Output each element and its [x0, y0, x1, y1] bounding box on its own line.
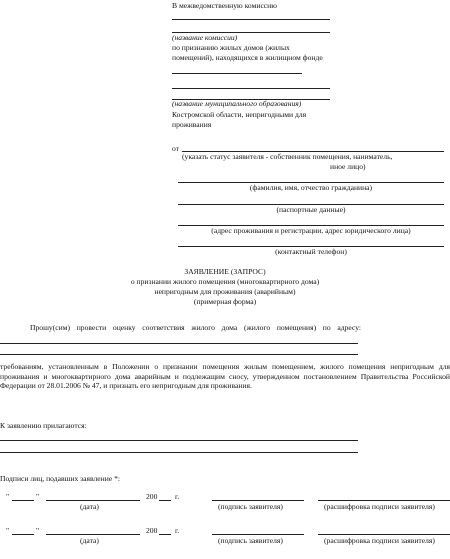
- month-line-1: [46, 500, 140, 501]
- signature-hint-2: (подпись заявителя): [218, 536, 283, 545]
- phone-hint: (контактный телефон): [275, 247, 347, 256]
- property-address-line-2: [0, 354, 358, 355]
- requirements-paragraph: требованиям, установленным в Положении о признании помещения жилым помещением, жилого помещения непригодным для проживания и многоквартирного дома аварийным и подлежащим сносу, утвержденном постановлением Правительства Российской Федерации от 28.01.2006 № 47, и признать его непригодным для проживания.: [0, 362, 450, 391]
- date-hint-1: (дата): [80, 502, 99, 511]
- region-text-1: Костромской области, непригодными для: [172, 110, 307, 119]
- month-line-2: [46, 534, 140, 535]
- attachment-line-2: [0, 452, 358, 453]
- attachment-line-1: [0, 440, 358, 441]
- decoding-line-1: [318, 500, 450, 501]
- name-hint: (фамилия, имя, отчество гражданина): [249, 183, 373, 192]
- decoding-line-2: [318, 534, 450, 535]
- signatures-heading: Подписи лиц, подавших заявление *:: [0, 474, 120, 483]
- year-suffix-2: г.: [175, 526, 180, 535]
- year-prefix-1: 200: [146, 492, 158, 501]
- commission-purpose-line-2: помещений), находящихся в жилищном фонде: [172, 53, 323, 62]
- signature-line-1: [212, 500, 304, 501]
- municipality-line-2: [172, 88, 330, 89]
- date-quote-close-2: ": [36, 526, 40, 535]
- date-quote-open-2: ": [6, 526, 10, 535]
- commission-purpose-line-1: по признанию жилых домов (жилых: [172, 43, 290, 52]
- year-suffix-1: г.: [175, 492, 180, 501]
- request-line: Прошу(сим) провести оценку соответствия жилого дома (жилого помещения) по адресу:: [30, 323, 362, 332]
- day-line-1: [12, 500, 34, 501]
- municipality-line-1: [172, 73, 302, 74]
- attachments-label: К заявлению прилагаются:: [0, 421, 87, 430]
- passport-hint: (паспортные данные): [276, 205, 346, 214]
- form-title: ЗАЯВЛЕНИЕ (ЗАПРОС): [184, 267, 266, 276]
- from-label: от: [172, 144, 180, 153]
- status-hint-1: (указать статус заявителя - собственник помещения, наниматель,: [182, 152, 393, 161]
- year-prefix-2: 200: [146, 526, 158, 535]
- commission-name-hint: (название комиссии): [172, 33, 238, 42]
- property-address-line-1: [0, 343, 358, 344]
- form-subtitle-1: о признании жилого помещения (многоквартирного дома): [130, 277, 320, 286]
- day-line-2: [12, 534, 34, 535]
- date-hint-2: (дата): [80, 536, 99, 545]
- commission-line-1: [172, 19, 330, 20]
- date-quote-open-1: ": [6, 492, 10, 501]
- decoding-hint-1: (расшифровка подписи заявителя): [324, 502, 435, 511]
- decoding-hint-2: (расшифровка подписи заявителя): [324, 536, 435, 545]
- to-commission-text: В межведомственную комиссию: [172, 1, 277, 10]
- status-hint-2: иное лицо): [330, 162, 366, 171]
- signature-hint-1: (подпись заявителя): [218, 502, 283, 511]
- address-hint: (адрес проживания и регистрации, адрес юридического лица): [211, 226, 411, 235]
- signature-line-2: [212, 534, 304, 535]
- date-quote-close-1: ": [36, 492, 40, 501]
- year-line-2: [159, 534, 171, 535]
- form-subtitle-2: непригодным для проживания (аварийным): [154, 287, 296, 296]
- region-text-2: проживания: [172, 120, 212, 129]
- year-line-1: [159, 500, 171, 501]
- municipality-hint: (название муниципального образования): [172, 99, 302, 108]
- form-subtitle-3: (примерная форма): [193, 297, 257, 306]
